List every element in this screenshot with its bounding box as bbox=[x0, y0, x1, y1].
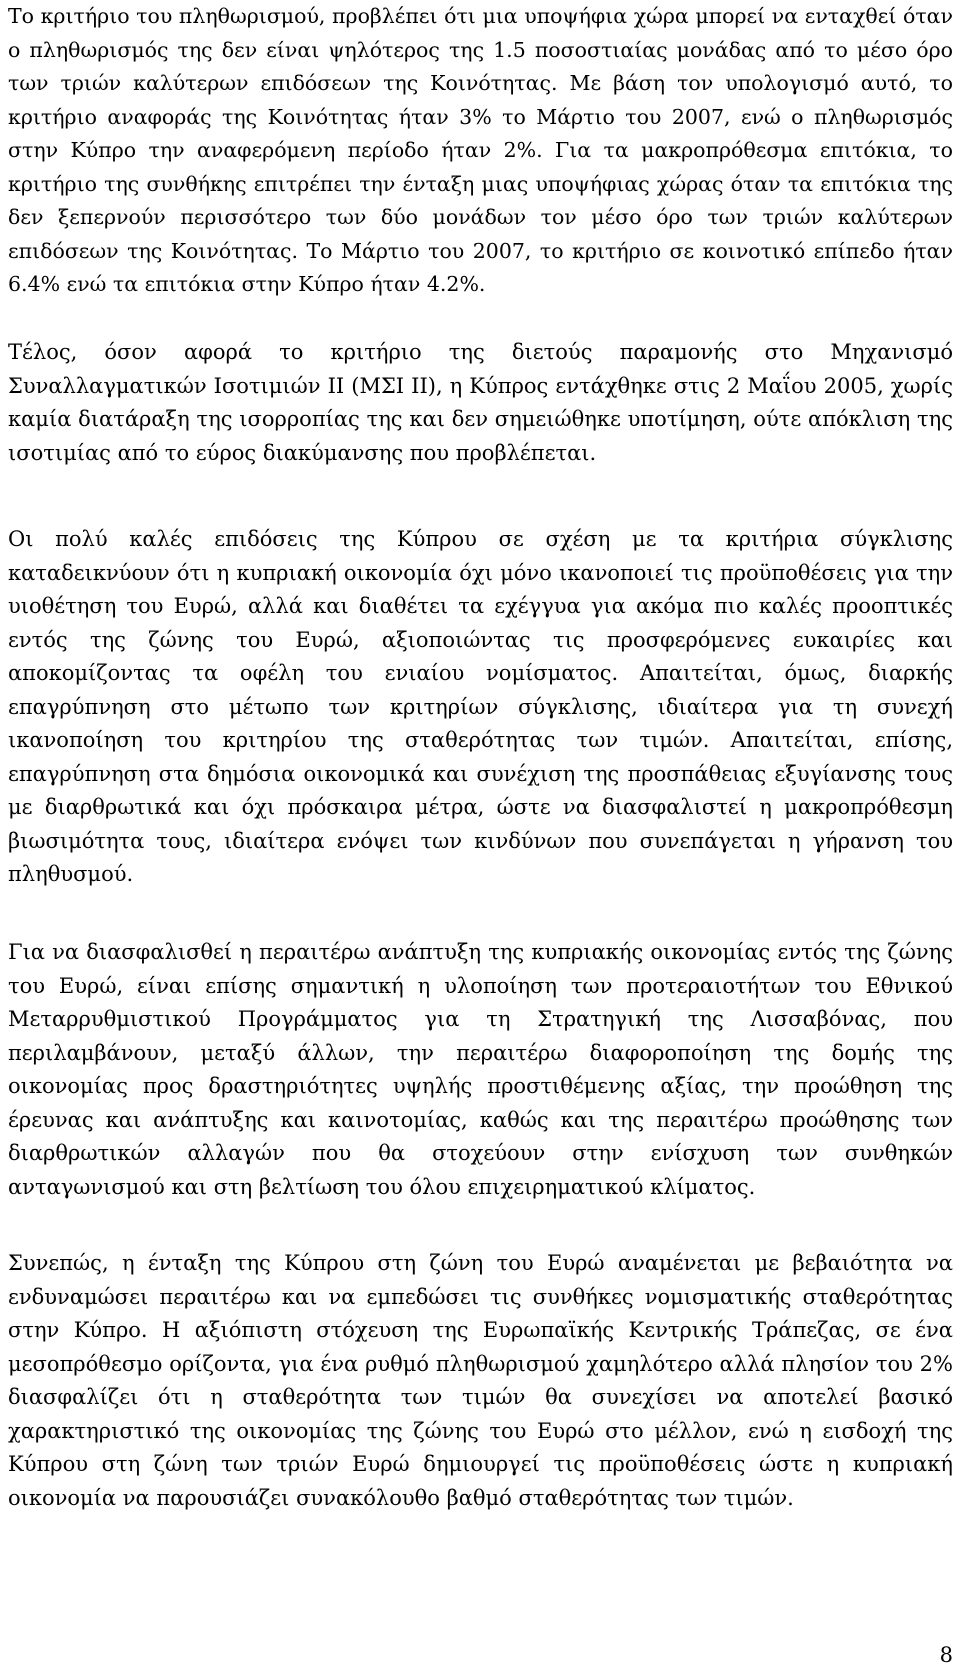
page-number: 8 bbox=[939, 1643, 953, 1667]
paragraph-convergence-performance: Οι πολύ καλές επιδόσεις της Κύπρου σε σχέση με τα κριτήρια σύγκλισης καταδεικνύουν ότι η κυπριακή οικονομία όχι μόνο ικανοποιεί τις προϋποθέσεις για την υιοθέτηση του Ευρώ, αλλά και διαθέτει τα εχέγγυα για ακόμα πιο καλές προοπτικές εντός της ζώνης του Ευρώ, αξιοποιώντας τις προσφερόμενες ευκαιρίες και αποκομίζοντας τα οφέλη του ενιαίου νομίσματος. Απαιτείται, όμως, διαρκής επαγρύπνηση στο μέτωπο των κριτηρίων σύγκλισης, ιδιαίτερα για τη συνεχή ικανοποίηση του κριτηρίου της σταθερότητας των τιμών. Απαιτείται, επίσης, επαγρύπνηση στα δημόσια οικονομικά και συνέχιση της προσπάθειας εξυγίανσης τους με διαρθρωτικά και όχι πρόσκαιρα μέτρα, ώστε να διασφαλιστεί η μακροπρόθεσμη βιωσιμότητα τους, ιδιαίτερα ενόψει των κινδύνων που συνεπάγεται η γήρανση του πληθυσμού. bbox=[8, 527, 953, 886]
paragraph-monetary-stability-conclusion: Συνεπώς, η ένταξη της Κύπρου στη ζώνη του Ευρώ αναμένεται με βεβαιότητα να ενδυναμώσει περαιτέρω και να εμπεδώσει τις συνθήκες νομισματικής σταθερότητας στην Κύπρο. Η αξιόπιστη στόχευση της Ευρωπαϊκής Κεντρικής Τράπεζας, σε ένα μεσοπρόθεσμο ορίζοντα, για ένα ρυθμό πληθωρισμού χαμηλότερο αλλά πλησίον του 2% διασφαλίζει ότι η σταθερότητα των τιμών θα συνεχίσει να αποτελεί βασικό χαρακτηριστικό της οικονομίας της ζώνης του Ευρώ στο μέλλον, ενώ η εισδοχή της Κύπρου στη ζώνη των τριών Ευρώ δημιουργεί τις προϋποθέσεις ώστε η κυπριακή οικονομία να παρουσιάζει συνακόλουθο βαθμό σταθερότητας των τιμών. bbox=[8, 1251, 953, 1510]
paragraph-inflation-and-interest-criteria: Το κριτήριο του πληθωρισμού, προβλέπει ότι μια υποψήφια χώρα μπορεί να ενταχθεί όταν ο πληθωρισμός της δεν είναι ψηλότερος της 1.5 ποσοστιαίας μονάδας από το μέσο όρο των τριών καλύτερων επιδόσεων της Κοινότητας. Με βάση τον υπολογισμό αυτό, το κριτήριο αναφοράς της Κοινότητας ήταν 3% το Μάρτιο του 2007, ενώ ο πληθωρισμός στην Κύπρο την αναφερόμενη περίοδο ήταν 2%. Για τα μακροπρόθεσμα επιτόκια, το κριτήριο της συνθήκης επιτρέπει την ένταξη μιας υποψήφιας χώρας όταν τα επιτόκια της δεν ξεπερνούν περισσότερο των δύο μονάδων τον μέσο όρο των τριών καλύτερων επιδόσεων της Κοινότητας. Το Μάρτιο του 2007, το κριτήριο σε κοινοτικό επίπεδο ήταν 6.4% ενώ τα επιτόκια στην Κύπρο ήταν 4.2%. bbox=[8, 4, 953, 296]
document-page bbox=[8, 0, 953, 1678]
paragraph-erm-ii-criterion: Τέλος, όσον αφορά το κριτήριο της διετούς παραμονής στο Μηχανισμό Συναλλαγματικών Ισοτιμιών ΙΙ (ΜΣΙ ΙΙ), η Κύπρος εντάχθηκε στις 2 Μαΐου 2005, χωρίς καμία διατάραξη της ισορροπίας της και δεν σημειώθηκε υποτίμηση, ούτε απόκλιση της ισοτιμίας από το εύρος διακύμανσης που προβλέπεται. bbox=[8, 340, 953, 465]
paragraph-lisbon-strategy-priorities: Για να διασφαλισθεί η περαιτέρω ανάπτυξη της κυπριακής οικονομίας εντός της ζώνης του Ευρώ, είναι επίσης σημαντική η υλοποίηση των προτεραιοτήτων του Εθνικού Μεταρρυθμιστικού Προγράμματος για τη Στρατηγική της Λισσαβόνας, που περιλαμβάνουν, μεταξύ άλλων, την περαιτέρω διαφοροποίηση της δομής της οικονομίας προς δραστηριότητες υψηλής προστιθέμενης αξίας, την προώθηση της έρευνας και ανάπτυξης και καινοτομίας, καθώς και της περαιτέρω προώθησης των διαρθρωτικών αλλαγών που θα στοχεύουν στην ενίσχυση των συνθηκών ανταγωνισμού και στη βελτίωση του όλου επιχειρηματικού κλίματος. bbox=[8, 940, 953, 1199]
